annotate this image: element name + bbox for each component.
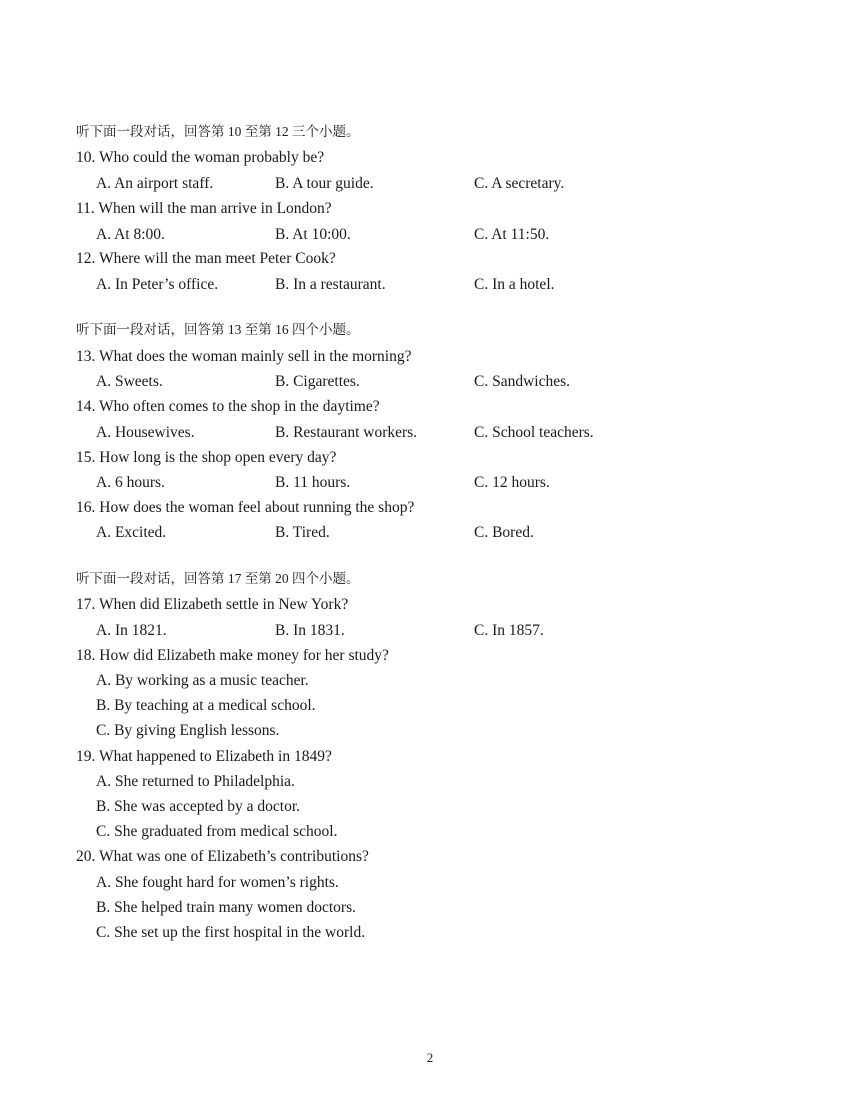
question-stem: 17. When did Elizabeth settle in New York? bbox=[76, 596, 349, 613]
question-stem: 11. When will the man arrive in London? bbox=[76, 200, 332, 217]
option-a: A. She fought hard for women’s rights. bbox=[96, 874, 339, 891]
option-a: A. In 1821. bbox=[96, 622, 167, 639]
question-stem: 13. What does the woman mainly sell in the morning? bbox=[76, 348, 412, 365]
option-b: B. She helped train many women doctors. bbox=[96, 899, 357, 916]
option-c: C. In 1857. bbox=[474, 622, 544, 639]
option-b: B. At 10:00. bbox=[275, 226, 351, 243]
option-b: B. Restaurant workers. bbox=[275, 424, 418, 441]
option-a: A. Housewives. bbox=[96, 424, 195, 441]
option-c: C. She set up the first hospital in the world. bbox=[96, 924, 366, 941]
option-a: A. At 8:00. bbox=[96, 226, 165, 243]
option-c: C. School teachers. bbox=[474, 424, 594, 441]
page-number: 2 bbox=[426, 1050, 434, 1065]
option-a: A. An airport staff. bbox=[96, 175, 214, 192]
option-b: B. Tired. bbox=[275, 524, 330, 541]
question-stem: 12. Where will the man meet Peter Cook? bbox=[76, 250, 336, 267]
option-b: B. A tour guide. bbox=[275, 175, 374, 192]
option-b: B. 11 hours. bbox=[275, 474, 351, 491]
option-c: C. Sandwiches. bbox=[474, 373, 571, 390]
question-stem: 15. How long is the shop open every day? bbox=[76, 449, 337, 466]
option-b: B. By teaching at a medical school. bbox=[96, 697, 316, 714]
option-a: A. In Peter’s office. bbox=[96, 276, 219, 293]
option-c: C. By giving English lessons. bbox=[96, 722, 280, 739]
option-b: B. In a restaurant. bbox=[275, 276, 386, 293]
section-heading: 听下面一段对话，回答第 13 至第 16 四个小题。 bbox=[76, 322, 360, 337]
section-heading: 听下面一段对话，回答第 10 至第 12 三个小题。 bbox=[76, 124, 360, 139]
option-c: C. 12 hours. bbox=[474, 474, 550, 491]
option-c: C. A secretary. bbox=[474, 175, 565, 192]
question-stem: 14. Who often comes to the shop in the daytime? bbox=[76, 398, 380, 415]
question-stem: 16. How does the woman feel about running the shop? bbox=[76, 499, 415, 516]
option-a: A. By working as a music teacher. bbox=[96, 672, 309, 689]
question-stem: 20. What was one of Elizabeth’s contributions? bbox=[76, 848, 369, 865]
option-b: B. Cigarettes. bbox=[275, 373, 360, 390]
option-c: C. Bored. bbox=[474, 524, 534, 541]
option-c: C. She graduated from medical school. bbox=[96, 823, 338, 840]
option-a: A. She returned to Philadelphia. bbox=[96, 773, 295, 790]
option-a: A. Excited. bbox=[96, 524, 167, 541]
option-c: C. At 11:50. bbox=[474, 226, 550, 243]
option-c: C. In a hotel. bbox=[474, 276, 555, 293]
section-heading: 听下面一段对话，回答第 17 至第 20 四个小题。 bbox=[76, 571, 360, 586]
question-stem: 18. How did Elizabeth make money for her study? bbox=[76, 647, 389, 664]
option-b: B. In 1831. bbox=[275, 622, 345, 639]
option-a: A. 6 hours. bbox=[96, 474, 165, 491]
question-stem: 19. What happened to Elizabeth in 1849? bbox=[76, 748, 332, 765]
option-b: B. She was accepted by a doctor. bbox=[96, 798, 301, 815]
option-a: A. Sweets. bbox=[96, 373, 163, 390]
question-stem: 10. Who could the woman probably be? bbox=[76, 149, 325, 166]
